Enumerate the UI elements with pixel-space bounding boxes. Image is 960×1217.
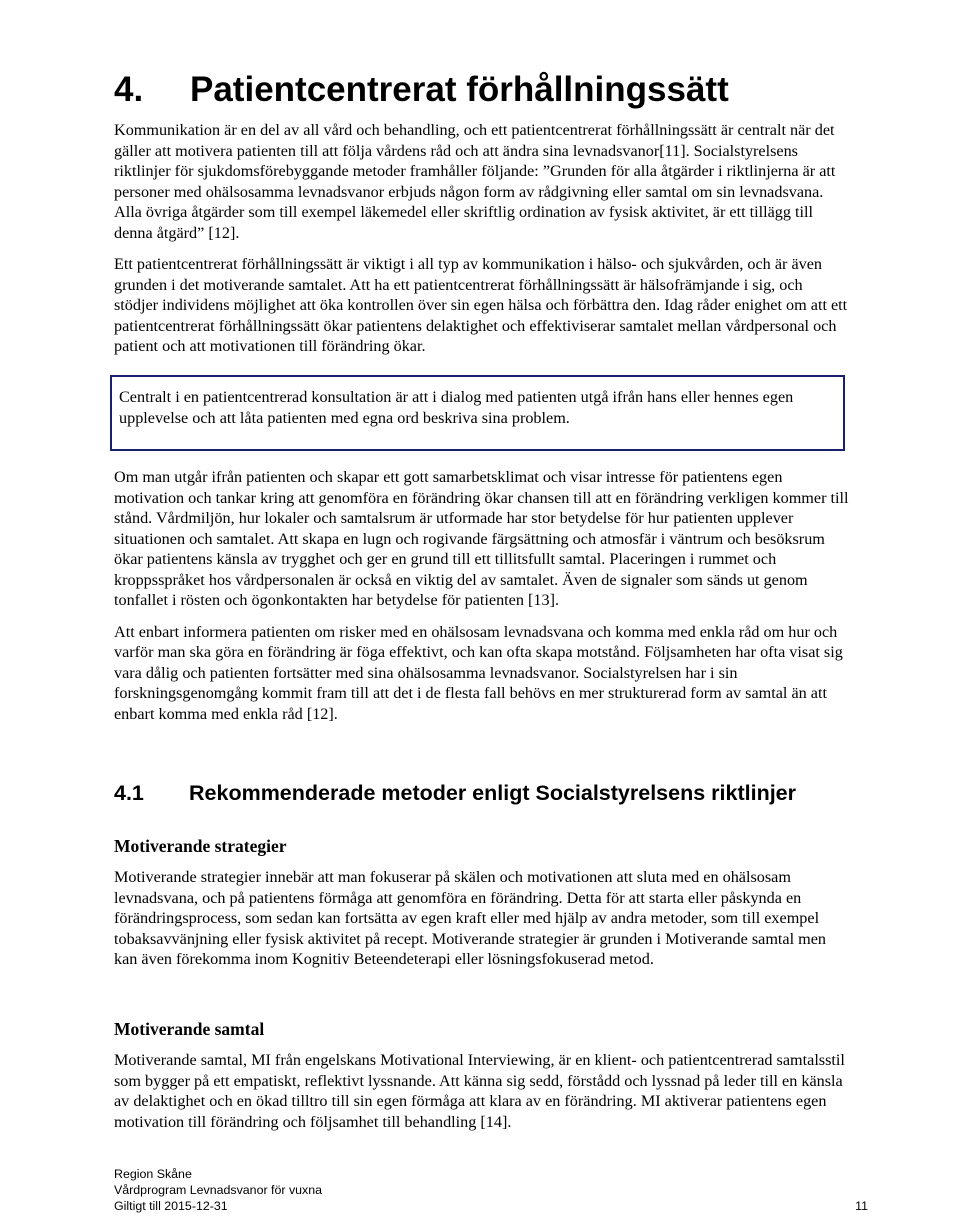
middle-text <box>114 467 849 735</box>
paragraph: Motiverande samtal, MI från engelskans Motivational Interviewing, är en klient- och patientcentrerad samtalsstil som bygger på ett empatiskt, reflektivt lyssnande. Att känna sig sedd, förstådd och lyssnad på leder till en känsla av delaktighet och en ökad tilltro till sin egen förmåga att klara av en förändring. MI aktiverar patientens egen motivation till förändring och följsamhet till behandling [14]. <box>114 1051 845 1131</box>
paragraph: Motiverande strategier innebär att man fokuserar på skälen och motivationen att sluta med en ohälsosam levnadsvana, och på patientens förmåga att genomföra en förändring. Detta för att starta eller påskynda en förändringsprocess, som sedan kan fortsätta av egen kraft eller med hjälp av andra metoder, som till exempel tobaksavvänjning eller fysisk aktivitet på recept. Motiverande strategier är grunden i Motiverande samtal men kan även förekomma inom Kognitiv Beteendeterapi eller lösningsfokuserad metod. <box>114 868 827 968</box>
section-number: 4. <box>114 70 144 109</box>
strategies-heading: Motiverande strategier <box>114 836 287 856</box>
mi-text <box>114 1050 849 1143</box>
mi-heading: Motiverande samtal <box>114 1019 265 1039</box>
footer-org: Region Skåne <box>114 1167 192 1181</box>
section-title: Patientcentrerat förhållningssätt <box>190 70 729 109</box>
paragraph: Om man utgår ifrån patienten och skapar ett gott samarbetsklimat och visar intresse för patientens egen motivation och tankar kring att genomföra en förändring ökar chansen till att en förändring verkligen kommer till stånd. Vårdmiljön, hur lokaler och samtalsrum är utformade har stor betydelse för hur patienten upplever situationen och samtalet. Att skapa en lugn och rogivande färgsättning och atmosfär i väntrum och besöksrum ökar patientens känsla av trygghet och ger en grund till ett tillitsfullt samtal. Placeringen i rummet och kroppsspråket hos vårdpersonalen är också en viktig del av samtalet. Även de signaler som sänds ut genom tonfallet i rösten och ögonkontakten har betydelse för patienten [13]. <box>114 468 849 609</box>
section-heading <box>114 62 729 118</box>
page-footer <box>114 1166 322 1214</box>
footer-program: Vårdprogram Levnadsvanor för vuxna <box>114 1183 323 1197</box>
footer-validity: Giltigt till 2015-12-31 <box>114 1199 228 1213</box>
paragraph: Kommunikation är en del av all vård och behandling, och ett patientcentrerat förhållningssätt är centralt när det gäller att motivera patienten till att följa vårdens råd och att ändra sina levnadsvanor[11]. Socialstyrelsens riktlinjer för sjukdomsförebyggande metoder framhåller följande: ”Grunden för alla åtgärder i riktlinjerna är att personer med ohälsosamma levnadsvanor erbjuds någon form av rådgivning eller samtal om sin levnadsvana. Alla övriga åtgärder som till exempel läkemedel eller skriftlig ordination av fysisk aktivitet, är ett tillägg till denna åtgärd” [12]. <box>114 121 836 242</box>
intro-text <box>114 120 849 368</box>
page-number: 11 <box>855 1199 868 1213</box>
subsection-title: Rekommenderade metoder enligt Socialstyrelsens riktlinjer <box>189 781 796 805</box>
subsection-heading <box>114 777 796 809</box>
subsection-number: 4.1 <box>114 781 144 805</box>
paragraph: Att enbart informera patienten om risker med en ohälsosam levnadsvana och komma med enkla råd om hur och varför man ska göra en förändring är föga effektivt, och kan ofta skapa motstånd. Följsamheten har ofta visat sig vara dålig och patienten fortsätter med sina ohälsosamma levnadsvanor. Socialstyrelsen har i sin forskningsgenomgång kommit fram till att det i de flesta fall behövs en mer strukturerad form av samtal än att enbart komma med enkla råd [12]. <box>114 622 843 723</box>
callout-box: Centralt i en patientcentrerad konsultation är att i dialog med patienten utgå ifrån hans eller hennes egen upplevelse och att låta patienten med egna ord beskriva sina problem. <box>110 375 845 451</box>
strategies-text <box>114 867 849 981</box>
paragraph: Ett patientcentrerat förhållningssätt är viktigt i all typ av kommunikation i hälso- och sjukvården, och är även grunden i det motiverande samtalet. Att ha ett patientcentrerat förhållningssätt är hälsofrämjande i sig, och stödjer individens möjlighet att öka kontrollen över sin egen hälsa och förbättra den. Idag råder enighet om att ett patientcentrerat förhållningssätt ökar patientens delaktighet och effektiviserar samtalet mellan vårdpersonal och patient och att motivationen till förändring ökar. <box>114 255 848 355</box>
